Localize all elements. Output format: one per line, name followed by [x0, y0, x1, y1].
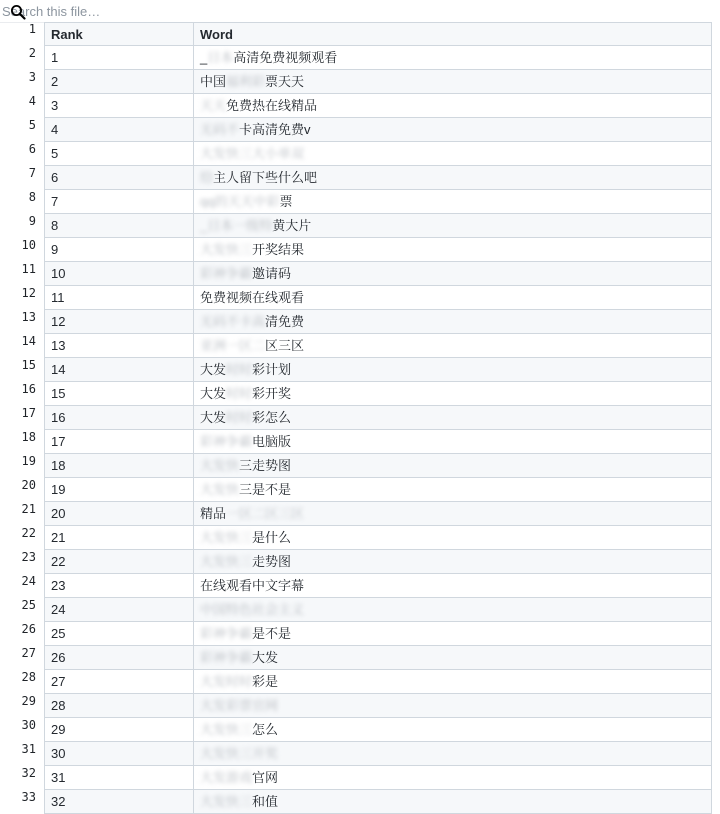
table-row	[0, 262, 712, 286]
table-row	[0, 478, 712, 502]
line-number: 21	[21, 502, 36, 516]
line-number: 13	[21, 310, 36, 324]
cell-word: 大发快三是什么	[194, 526, 712, 550]
line-number: 26	[21, 622, 36, 636]
table-row	[0, 694, 712, 718]
line-number: 2	[28, 46, 36, 60]
line-number: 4	[28, 94, 36, 108]
data-table	[0, 22, 712, 814]
cell-word: 精品一区二区三区	[194, 502, 712, 526]
cell-rank: 23	[44, 574, 194, 598]
table-row	[0, 46, 712, 70]
cell-word: 大发时时彩计划	[194, 358, 712, 382]
cell-word: _日本一级特黄大片	[194, 214, 712, 238]
table-row	[0, 502, 712, 526]
cell-rank: 1	[44, 46, 194, 70]
line-number: 7	[28, 166, 36, 180]
cell-rank: 15	[44, 382, 194, 406]
table-row	[0, 598, 712, 622]
table-row	[0, 526, 712, 550]
cell-word: 大发快三走势图	[194, 454, 712, 478]
cell-rank: 25	[44, 622, 194, 646]
cell-rank: 5	[44, 142, 194, 166]
table-row	[0, 646, 712, 670]
cell-rank: 6	[44, 166, 194, 190]
cell-word: _日本高清免费视频观看	[194, 46, 712, 70]
cell-word: 大发时时彩是	[194, 670, 712, 694]
cell-word: qq的天天中彩票	[194, 190, 712, 214]
line-number: 23	[21, 550, 36, 564]
line-number: 22	[21, 526, 36, 540]
cell-rank: 30	[44, 742, 194, 766]
cell-word: 彩神争霸大发	[194, 646, 712, 670]
line-number: 20	[21, 478, 36, 492]
cell-word: 大发快三开奖结果	[194, 238, 712, 262]
cell-word: 免费视频在线观看	[194, 286, 712, 310]
cell-word: 在线观看中文字幕	[194, 574, 712, 598]
table-row	[0, 94, 712, 118]
table-header-row	[0, 22, 712, 46]
line-number: 24	[21, 574, 36, 588]
line-number: 9	[28, 214, 36, 228]
cell-word: 大发快三和值	[194, 790, 712, 814]
table-row	[0, 766, 712, 790]
column-header-rank[interactable]: Rank	[44, 22, 194, 46]
line-number: 3	[28, 70, 36, 84]
line-number: 25	[21, 598, 36, 612]
cell-word: 无码不卡高清免费	[194, 310, 712, 334]
cell-rank: 24	[44, 598, 194, 622]
table-row	[0, 718, 712, 742]
line-number: 1	[28, 22, 36, 36]
line-number: 16	[21, 382, 36, 396]
table-row	[0, 286, 712, 310]
cell-word: 中国特色社会主义	[194, 598, 712, 622]
line-number: 11	[21, 262, 36, 276]
cell-word: 彩神争霸是不是	[194, 622, 712, 646]
cell-word: 大发快三大小单双	[194, 142, 712, 166]
cell-rank: 13	[44, 334, 194, 358]
table-row	[0, 70, 712, 94]
cell-rank: 16	[44, 406, 194, 430]
table-row	[0, 310, 712, 334]
line-number: 14	[21, 334, 36, 348]
table-row	[0, 214, 712, 238]
cell-rank: 7	[44, 190, 194, 214]
cell-rank: 21	[44, 526, 194, 550]
table-row	[0, 118, 712, 142]
cell-word: 大发时时彩开奖	[194, 382, 712, 406]
cell-rank: 18	[44, 454, 194, 478]
cell-rank: 22	[44, 550, 194, 574]
cell-rank: 9	[44, 238, 194, 262]
line-number: 10	[21, 238, 36, 252]
cell-rank: 20	[44, 502, 194, 526]
table-row	[0, 382, 712, 406]
cell-word: 给主人留下些什么吧	[194, 166, 712, 190]
cell-rank: 32	[44, 790, 194, 814]
cell-rank: 2	[44, 70, 194, 94]
table-row	[0, 334, 712, 358]
table-row	[0, 358, 712, 382]
cell-rank: 28	[44, 694, 194, 718]
table-row	[0, 190, 712, 214]
line-number: 6	[28, 142, 36, 156]
line-number: 17	[21, 406, 36, 420]
cell-rank: 29	[44, 718, 194, 742]
cell-rank: 8	[44, 214, 194, 238]
line-number: 27	[21, 646, 36, 660]
line-number: 28	[21, 670, 36, 684]
cell-word: 大发彩票官网	[194, 694, 712, 718]
line-number: 19	[21, 454, 36, 468]
table-row	[0, 430, 712, 454]
cell-word: 大发时时彩怎么	[194, 406, 712, 430]
cell-word: 无码不卡高清免费v	[194, 118, 712, 142]
cell-rank: 3	[44, 94, 194, 118]
line-number: 5	[28, 118, 36, 132]
cell-word: 大发快三是不是	[194, 478, 712, 502]
table-row	[0, 166, 712, 190]
line-number: 32	[21, 766, 36, 780]
cell-rank: 17	[44, 430, 194, 454]
table-row	[0, 742, 712, 766]
search-icon[interactable]	[10, 4, 26, 20]
cell-word: 大发游戏官网	[194, 766, 712, 790]
search-bar	[0, 0, 712, 23]
table-row	[0, 454, 712, 478]
table-row	[0, 142, 712, 166]
cell-word: 彩神争霸电脑版	[194, 430, 712, 454]
cell-word: 中国福利彩票天天	[194, 70, 712, 94]
column-header-word[interactable]: Word	[194, 22, 712, 46]
cell-rank: 11	[44, 286, 194, 310]
cell-rank: 31	[44, 766, 194, 790]
table-row	[0, 574, 712, 598]
line-number: 15	[21, 358, 36, 372]
cell-rank: 19	[44, 478, 194, 502]
line-number: 18	[21, 430, 36, 444]
cell-word: 亚洲一区二区三区	[194, 334, 712, 358]
cell-rank: 27	[44, 670, 194, 694]
cell-rank: 4	[44, 118, 194, 142]
cell-rank: 14	[44, 358, 194, 382]
cell-word: 大发快三开奖	[194, 742, 712, 766]
cell-word: 天天免费热在线精品	[194, 94, 712, 118]
cell-rank: 12	[44, 310, 194, 334]
table-row	[0, 670, 712, 694]
cell-word: 彩神争霸邀请码	[194, 262, 712, 286]
line-number: 8	[28, 190, 36, 204]
line-number: 33	[21, 790, 36, 804]
line-number: 29	[21, 694, 36, 708]
table-row	[0, 238, 712, 262]
table-row	[0, 622, 712, 646]
table-row	[0, 550, 712, 574]
table-row	[0, 406, 712, 430]
line-number: 12	[21, 286, 36, 300]
line-number: 30	[21, 718, 36, 732]
cell-word: 大发快三走势图	[194, 550, 712, 574]
cell-rank: 26	[44, 646, 194, 670]
search-input[interactable]	[0, 2, 402, 20]
cell-word: 大发快三怎么	[194, 718, 712, 742]
cell-rank: 10	[44, 262, 194, 286]
table-row	[0, 790, 712, 814]
line-number: 31	[21, 742, 36, 756]
